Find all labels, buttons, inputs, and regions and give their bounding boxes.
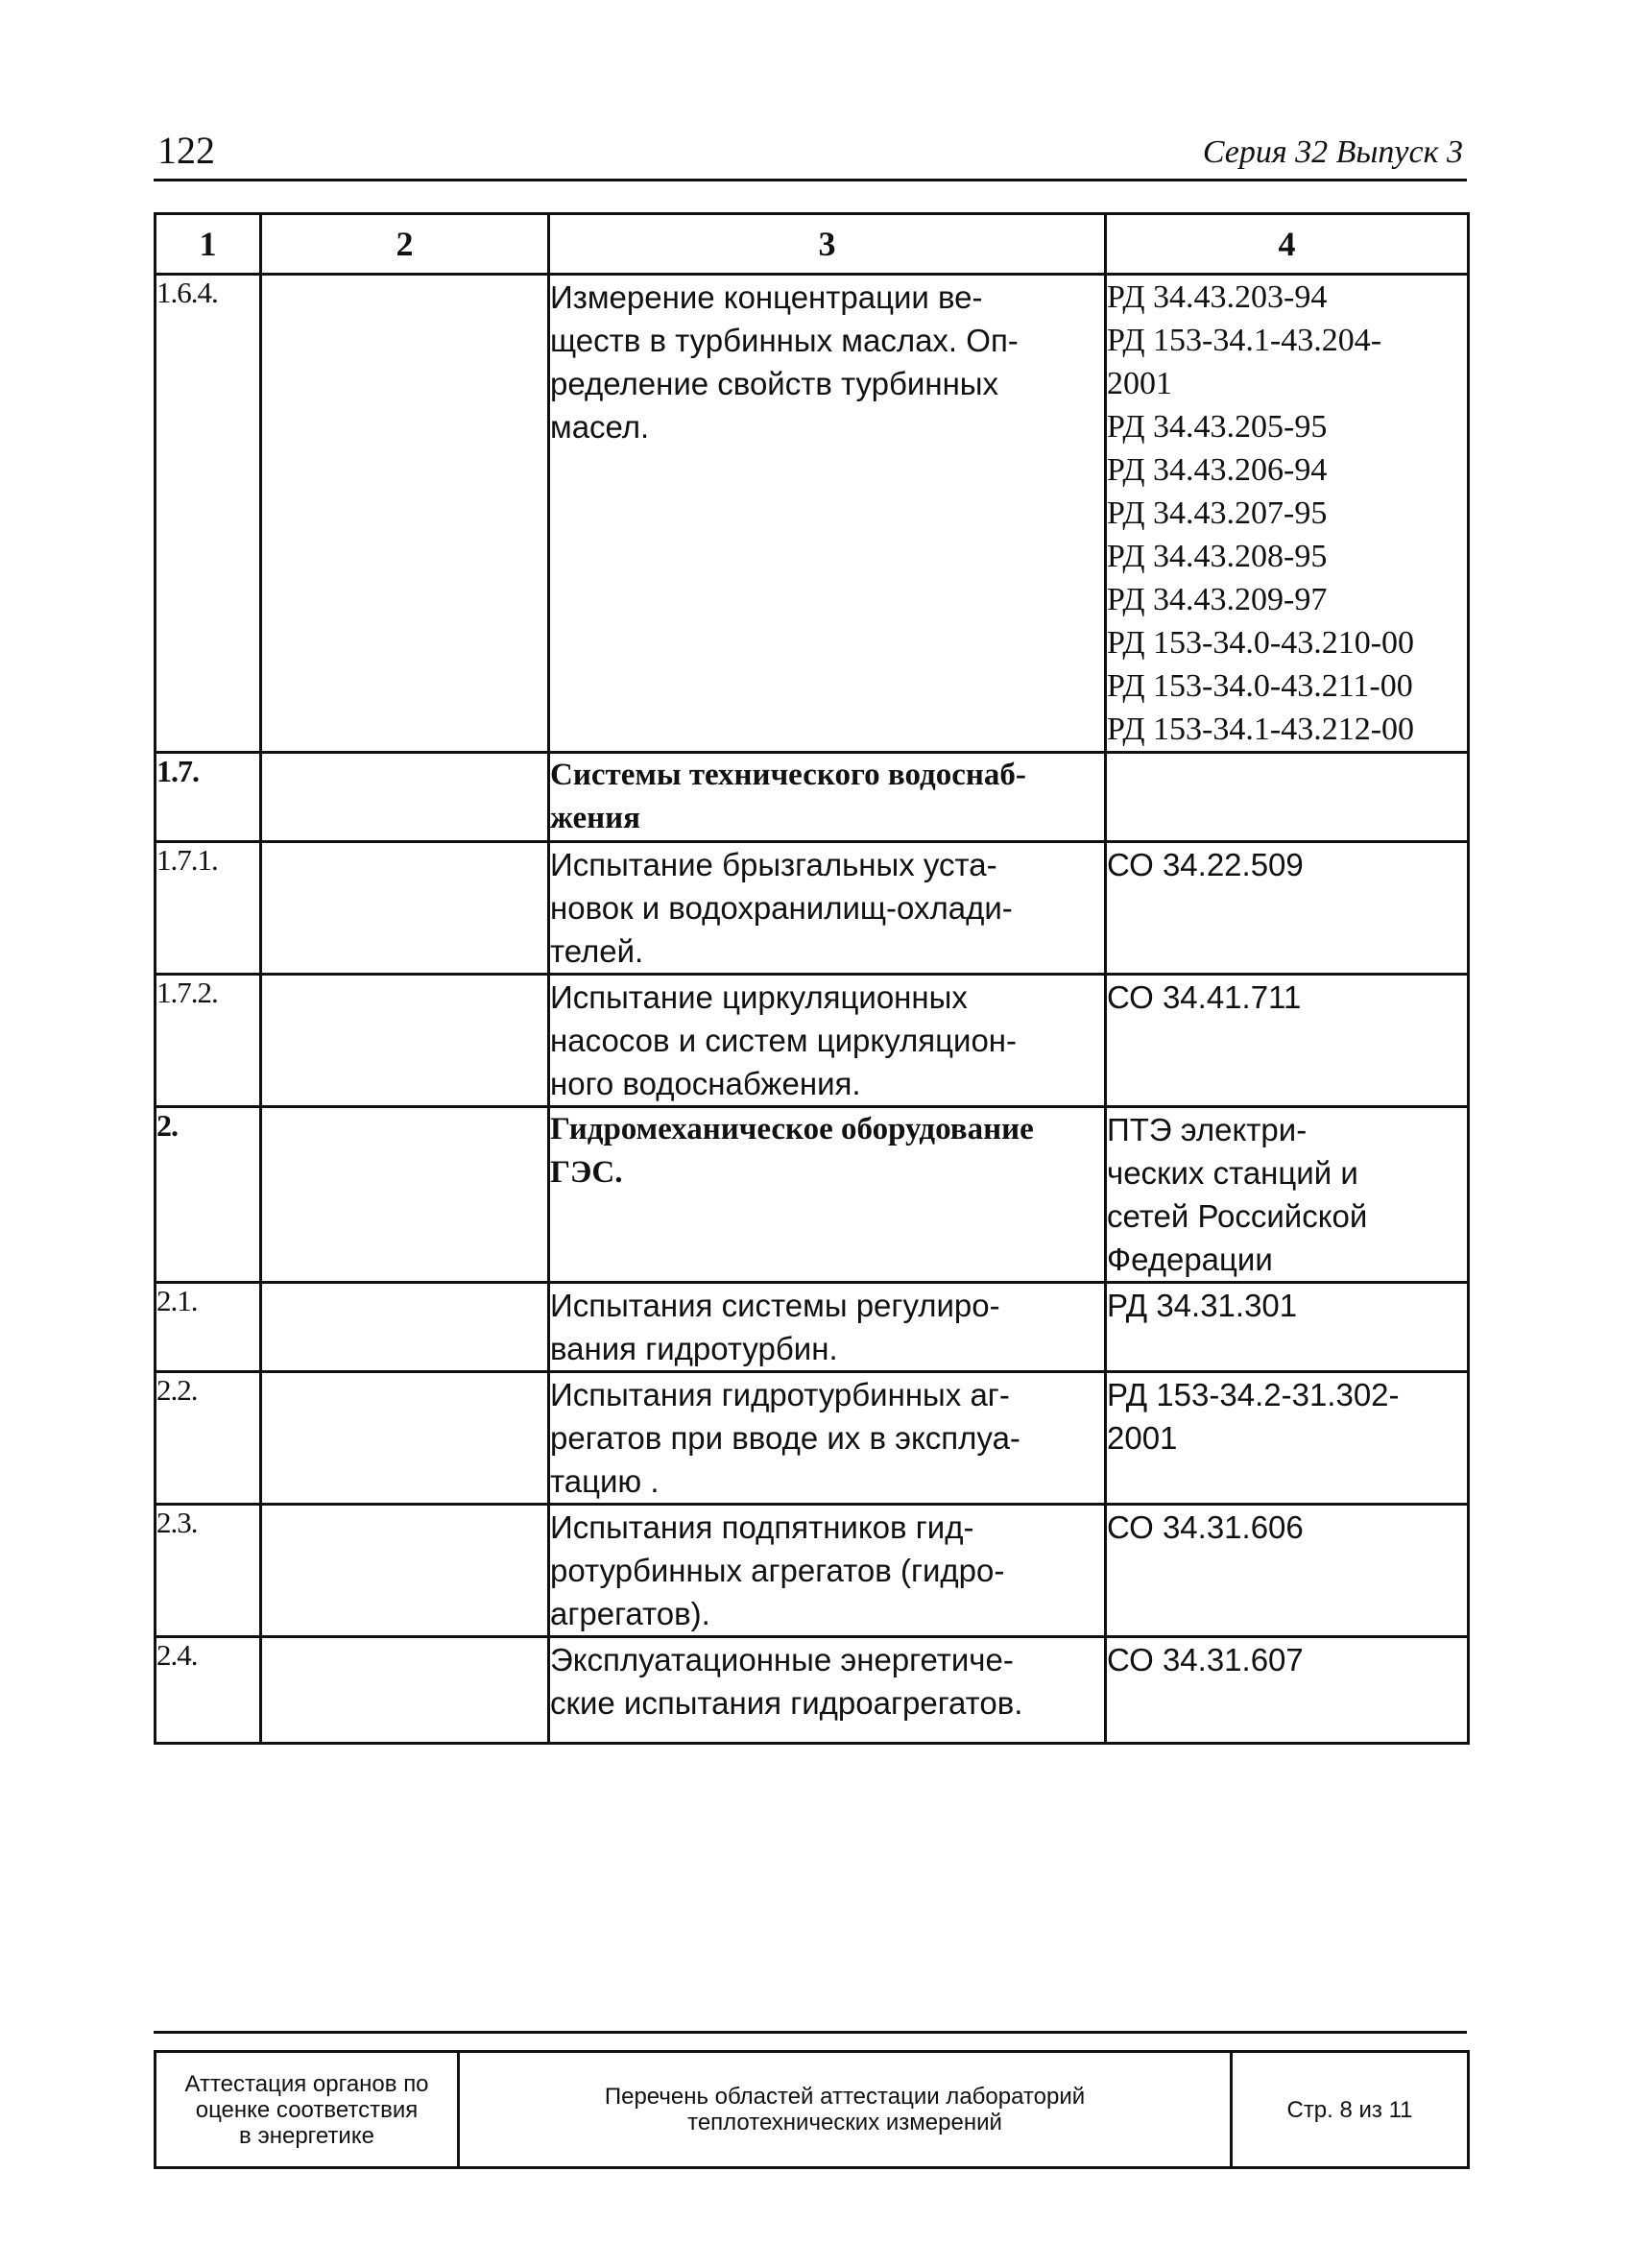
row-col2 xyxy=(261,975,549,1107)
table-row xyxy=(156,975,1469,1107)
desc-line: Системы технического водоснаб- xyxy=(550,758,1026,792)
reference-doc: СО 34.22.509 xyxy=(1107,847,1304,882)
reference-doc: 2001 xyxy=(1107,1420,1178,1456)
footer-org-line: Аттестация органов по xyxy=(184,2070,429,2097)
reference-doc: СО 34.31.606 xyxy=(1107,1509,1304,1545)
row-references xyxy=(1106,1107,1469,1283)
desc-line: ские испытания гидроагрегатов. xyxy=(550,1685,1023,1721)
desc-line: тацию . xyxy=(550,1463,660,1499)
row-references xyxy=(1106,1372,1469,1505)
page-number: 122 xyxy=(157,129,215,172)
row-col2 xyxy=(261,753,549,842)
reference-doc: сетей Российской xyxy=(1107,1198,1368,1234)
footer-org-line: в энергетике xyxy=(239,2122,374,2149)
footer-organization xyxy=(156,2052,459,2168)
reference-doc: РД 34.43.205-95 xyxy=(1107,409,1328,445)
row-col2 xyxy=(261,842,549,975)
row-col2 xyxy=(261,275,549,753)
row-description xyxy=(549,1637,1106,1744)
desc-line: агрегатов). xyxy=(550,1596,710,1631)
footer-title-line: Перечень областей аттестации лабораторий xyxy=(604,2084,1086,2110)
table-row xyxy=(156,1505,1469,1637)
reference-doc: СО 34.41.711 xyxy=(1107,979,1302,1015)
reference-doc: РД 34.43.207-95 xyxy=(1107,495,1328,531)
column-header-2: 2 xyxy=(261,214,549,275)
footer-divider xyxy=(154,2031,1467,2034)
table-row xyxy=(156,1107,1469,1283)
desc-line: вания гидротурбин. xyxy=(550,1331,838,1366)
reference-doc: РД 153-34.0-43.211-00 xyxy=(1107,668,1413,704)
reference-doc: РД 153-34.1-43.204- xyxy=(1107,323,1382,358)
table-header-row xyxy=(156,214,1469,275)
table-row xyxy=(156,753,1469,842)
desc-line: регатов при вводе их в эксплуа- xyxy=(550,1420,1020,1456)
row-number: 1.7.1. xyxy=(156,842,261,975)
row-col2 xyxy=(261,1372,549,1505)
row-number: 1.7.2. xyxy=(156,975,261,1107)
row-description xyxy=(549,975,1106,1107)
desc-line: Измерение концентрации ве- xyxy=(550,279,983,315)
reference-doc: 2001 xyxy=(1107,366,1172,401)
reference-doc: РД 34.43.206-94 xyxy=(1107,452,1328,488)
row-col2 xyxy=(261,1107,549,1283)
row-description xyxy=(549,1372,1106,1505)
desc-line: ществ в турбинных маслах. Оп- xyxy=(550,323,1019,358)
desc-line: ротурбинных агрегатов (гидро- xyxy=(550,1553,1005,1588)
reference-doc: ПТЭ электри- xyxy=(1107,1112,1308,1147)
row-number: 2.4. xyxy=(156,1637,261,1744)
reference-doc: РД 34.31.301 xyxy=(1107,1288,1298,1323)
desc-line: Испытания подпятников гид- xyxy=(550,1509,974,1545)
column-header-1: 1 xyxy=(156,214,261,275)
row-col2 xyxy=(261,1637,549,1744)
desc-line: ГЭС. xyxy=(550,1155,623,1190)
desc-line: Испытания системы регулиро- xyxy=(550,1288,1000,1323)
reference-doc: СО 34.31.607 xyxy=(1107,1642,1304,1677)
column-header-4: 4 xyxy=(1106,214,1469,275)
row-number: 2. xyxy=(156,1107,261,1283)
row-col2 xyxy=(261,1505,549,1637)
reference-doc: РД 153-34.0-43.210-00 xyxy=(1107,625,1415,661)
row-description xyxy=(549,1505,1106,1637)
reference-doc: ческих станций и xyxy=(1107,1155,1358,1191)
row-description xyxy=(549,753,1106,842)
footer-document-title xyxy=(459,2052,1232,2168)
footer-org-line: оценке соответствия xyxy=(195,2096,419,2123)
row-description xyxy=(549,1283,1106,1372)
row-references xyxy=(1106,842,1469,975)
reference-doc: РД 153-34.2-31.302- xyxy=(1107,1377,1400,1412)
reference-doc: РД 34.43.208-95 xyxy=(1107,539,1328,574)
table-row xyxy=(156,1372,1469,1505)
column-header-3: 3 xyxy=(549,214,1106,275)
row-references xyxy=(1106,275,1469,753)
row-references xyxy=(1106,975,1469,1107)
reference-doc: РД 34.43.203-94 xyxy=(1107,279,1328,315)
desc-line: новок и водохранилищ-охлади- xyxy=(550,890,1013,926)
row-references xyxy=(1106,753,1469,842)
table-row xyxy=(156,1637,1469,1744)
desc-line: жения xyxy=(550,801,641,835)
desc-line: Гидромеханическое оборудование xyxy=(550,1112,1034,1146)
certification-table xyxy=(154,212,1470,1745)
row-description xyxy=(549,1107,1106,1283)
desc-line: Испытания гидротурбинных аг- xyxy=(550,1377,1010,1412)
page-footer xyxy=(154,2050,1470,2169)
desc-line: масел. xyxy=(550,409,650,445)
desc-line: насосов и систем циркуляцион- xyxy=(550,1023,1018,1058)
row-description xyxy=(549,275,1106,753)
page-header xyxy=(154,123,1467,181)
reference-doc: РД 153-34.1-43.212-00 xyxy=(1107,712,1415,747)
row-description xyxy=(549,842,1106,975)
table-row xyxy=(156,842,1469,975)
row-references xyxy=(1106,1283,1469,1372)
row-references xyxy=(1106,1637,1469,1744)
row-number: 2.1. xyxy=(156,1283,261,1372)
row-col2 xyxy=(261,1283,549,1372)
series-title: Серия 32 Выпуск 3 xyxy=(1202,134,1463,170)
row-references xyxy=(1106,1505,1469,1637)
desc-line: Эксплуатационные энергетиче- xyxy=(550,1642,1014,1677)
desc-line: Испытание брызгальных уста- xyxy=(550,847,997,882)
desc-line: телей. xyxy=(550,933,644,969)
reference-doc: РД 34.43.209-97 xyxy=(1107,582,1328,617)
row-number: 1.7. xyxy=(156,753,261,842)
row-number: 2.3. xyxy=(156,1505,261,1637)
desc-line: Испытание циркуляционных xyxy=(550,979,968,1015)
desc-line: ределение свойств турбинных xyxy=(550,366,999,401)
footer-page-counter: Стр. 8 из 11 xyxy=(1232,2052,1469,2168)
row-number: 1.6.4. xyxy=(156,275,261,753)
desc-line: ного водоснабжения. xyxy=(550,1066,861,1101)
table-row xyxy=(156,1283,1469,1372)
row-number: 2.2. xyxy=(156,1372,261,1505)
table-row xyxy=(156,275,1469,753)
footer-title-line: теплотехнических измерений xyxy=(687,2110,1002,2135)
reference-doc: Федерации xyxy=(1107,1242,1273,1277)
